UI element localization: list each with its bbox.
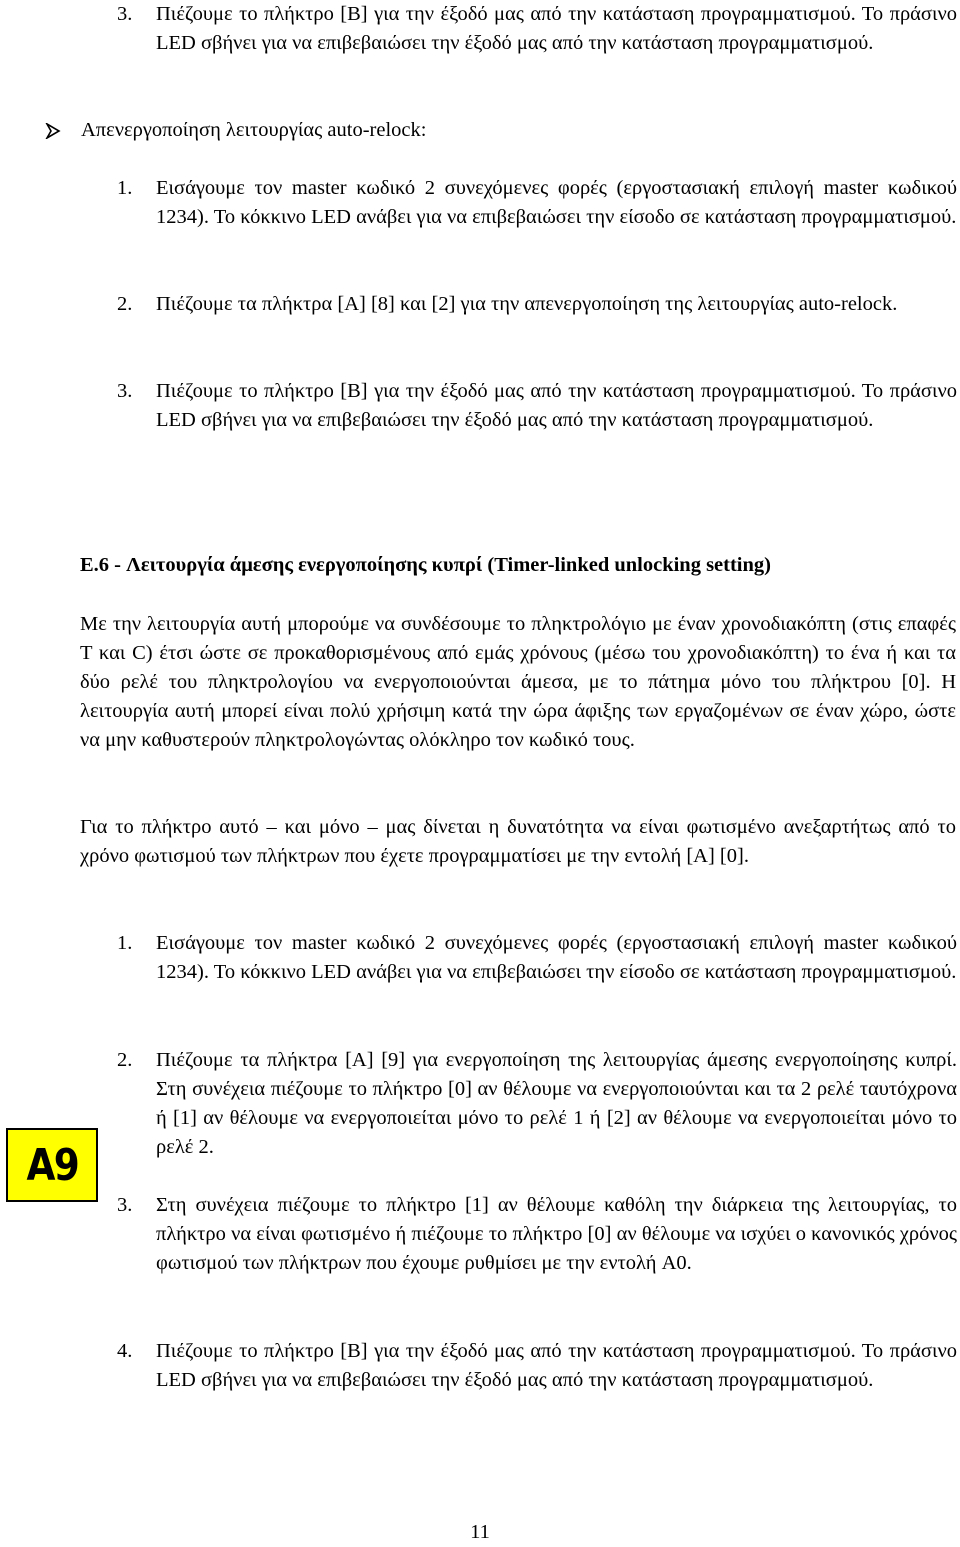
step-number: 2. bbox=[117, 293, 133, 315]
step-number: 2. bbox=[117, 1049, 133, 1071]
step-number: 1. bbox=[117, 177, 133, 199]
badge-label: A9 bbox=[26, 1139, 78, 1191]
arrow-bullet-icon bbox=[45, 116, 81, 148]
section-heading: E.6 - Λειτουργία άμεσης ενεργοποίησης κυπρί (Timer-linked unlocking setting) bbox=[80, 554, 771, 576]
step-number: 1. bbox=[117, 932, 133, 954]
e6-step-2 bbox=[117, 1046, 957, 1162]
paragraph-note: Για το πλήκτρο αυτό – και μόνο – μας δίνεται η δυνατότητα να είναι φωτισμένο ανεξαρτήτως από το χρόνο φωτισμού των πλήκτρων που έχετε προγραμματίσει με την εντολή [A] [0]. bbox=[80, 816, 956, 867]
step-text: Πιέζουμε το πλήκτρο [B] για την έξοδό μας από την κατάσταση προγραμματισμού. Το πράσινο LED σβήνει για να επιβεβαιώσει την έξοδό μας από την κατάσταση προγραμματισμού. bbox=[156, 380, 957, 431]
command-badge bbox=[6, 1128, 98, 1202]
step-text: Εισάγουμε τον master κωδικό 2 συνεχόμενες φορές (εργοστασιακή επιλογή master κωδικού 1234). Το κόκκινο LED ανάβει για να επιβεβαιώσει την είσοδο σε κατάσταση προγραμματισμού. bbox=[156, 932, 957, 983]
top-step-3 bbox=[117, 0, 957, 58]
step-number: 3. bbox=[117, 3, 133, 25]
step-text: Στη συνέχεια πιέζουμε το πλήκτρο [1] αν θέλουμε καθόλη την διάρκεια της λειτουργίας, το πλήκτρο να είναι φωτισμένο ή πιέζουμε το πλήκτρο [0] αν θέλουμε να ισχύει ο κανονικός χρόνος φωτισμού των πλήκτρων που έχουμε ρυθμίσει με την εντολή A0. bbox=[156, 1194, 957, 1274]
autorelock-off-step-2 bbox=[117, 290, 957, 319]
step-text: Πιέζουμε τα πλήκτρα [A] [9] για ενεργοποίηση της λειτουργίας άμεσης ενεργοποίησης κυπρί. Στη συνέχεια πιέζουμε το πλήκτρο [0] αν θέλουμε να ενεργοποιούνται και τα 2 ρελέ ταυτόχρονα ή [1] αν θέλουμε να ενεργοποιείται μόνο το ρελέ 1 ή [2] αν θέλουμε να ενεργοποιείται μόνο το ρελέ 2. bbox=[156, 1049, 957, 1158]
autorelock-off-step-1 bbox=[117, 174, 957, 232]
e6-step-4 bbox=[117, 1337, 957, 1395]
step-number: 4. bbox=[117, 1340, 133, 1362]
step-text: Πιέζουμε το πλήκτρο [B] για την έξοδό μας από την κατάσταση προγραμματισμού. Το πράσινο LED σβήνει για να επιβεβαιώσει την έξοδό μας από την κατάσταση προγραμματισμού. bbox=[156, 3, 957, 54]
page-number: 11 bbox=[470, 1521, 490, 1543]
paragraph-intro: Με την λειτουργία αυτή μπορούμε να συνδέσουμε το πληκτρολόγιο με έναν χρονοδιακόπτη (στις επαφές T και C) έτσι ώστε σε προκαθορισμένους από εμάς χρόνους (μέσω του χρονοδιακόπτη) το ένα ή και τα δύο ρελέ του πληκτρολογίου να ενεργοποιούνται άμεσα, με το πάτημα μόνο του πλήκτρου [0]. Η λειτουργία αυτή μπορεί είναι πολύ χρήσιμη κατά την ώρα άφιξης των εργαζομένων σε έναν χώρο, ώστε να μην καθυστερούν πληκτρολογώντας ολόκληρο τον κωδικό τους. bbox=[80, 613, 956, 751]
bullet-title: Απενεργοποίηση λειτουργίας auto-relock: bbox=[81, 119, 427, 141]
e6-step-3 bbox=[117, 1191, 957, 1278]
step-number: 3. bbox=[117, 1194, 133, 1216]
step-number: 3. bbox=[117, 380, 133, 402]
step-text: Πιέζουμε το πλήκτρο [B] για την έξοδό μας από την κατάσταση προγραμματισμού. Το πράσινο LED σβήνει για να επιβεβαιώσει την έξοδό μας από την κατάσταση προγραμματισμού. bbox=[156, 1340, 957, 1391]
e6-step-1 bbox=[117, 929, 957, 987]
autorelock-off-step-3 bbox=[117, 377, 957, 435]
step-text: Εισάγουμε τον master κωδικό 2 συνεχόμενες φορές (εργοστασιακή επιλογή master κωδικού 1234). Το κόκκινο LED ανάβει για να επιβεβαιώσει την είσοδο σε κατάσταση προγραμματισμού. bbox=[156, 177, 957, 228]
step-text: Πιέζουμε τα πλήκτρα [A] [8] και [2] για την απενεργοποίηση της λειτουργίας auto-relock. bbox=[156, 293, 898, 315]
autorelock-off-bullet bbox=[45, 116, 945, 148]
